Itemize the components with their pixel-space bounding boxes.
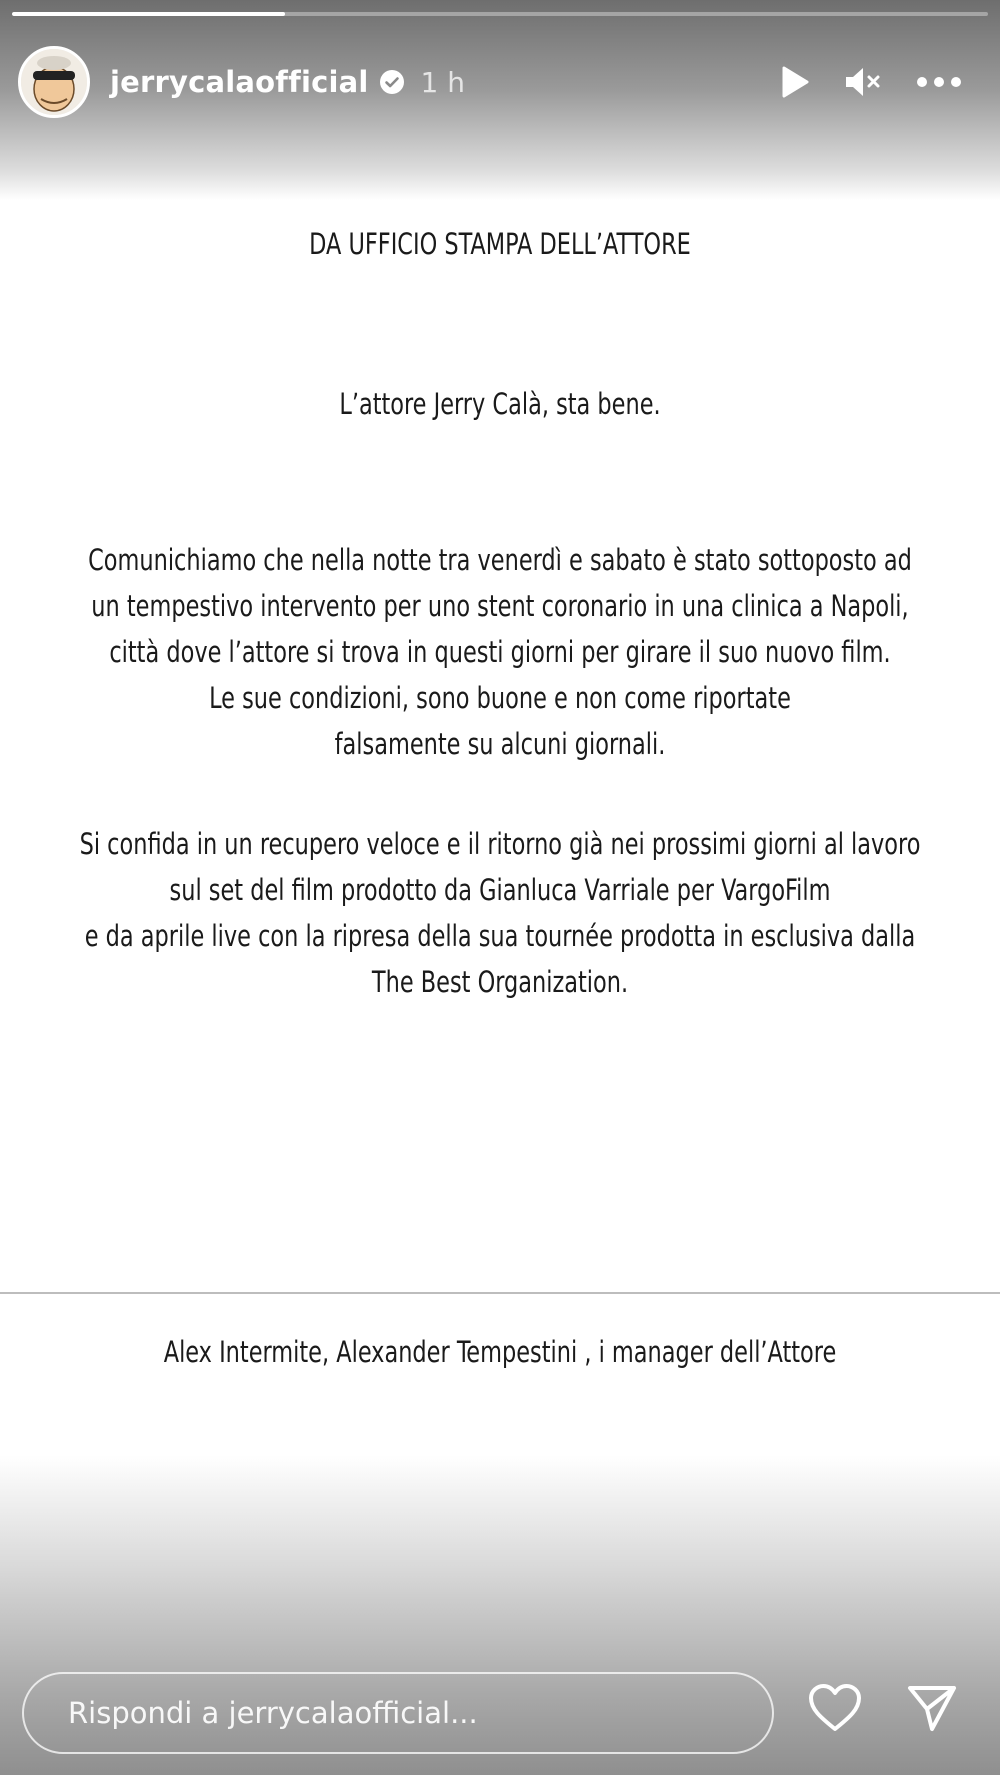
reply-input[interactable] — [22, 1672, 774, 1754]
more-options-icon[interactable] — [916, 76, 962, 88]
avatar-caricature-icon — [21, 49, 87, 115]
username[interactable]: jerrycalaofficial — [110, 65, 369, 99]
paragraph2-line: e da aprile live con la ripresa della sua tournée prodotta in esclusiva dalla — [84, 919, 916, 953]
send-icon[interactable] — [906, 1682, 958, 1734]
avatar[interactable] — [18, 46, 90, 118]
story-progress-fill — [12, 12, 285, 16]
press-heading: DA UFFICIO STAMPA DELL’ATTORE — [309, 227, 691, 261]
verified-badge-icon — [379, 69, 405, 95]
paragraph2-line: sul set del film prodotto da Gianluca Varriale per VargoFilm — [169, 873, 831, 907]
reply-placeholder: Rispondi a jerrycalaofficial... — [68, 1696, 478, 1730]
paragraph1-line: Comunichiamo che nella notte tra venerdì e sabato è stato sottoposto ad — [88, 543, 912, 577]
reply-actions — [808, 1682, 958, 1734]
play-icon[interactable] — [780, 65, 810, 99]
paragraph1-line: falsamente su alcuni giornali. — [334, 727, 666, 761]
paragraph1-line: Le sue condizioni, sono buone e non come riportate — [209, 681, 791, 715]
paragraph2-line: Si confida in un recupero veloce e il ritorno già nei prossimi giorni al lavoro — [79, 827, 921, 861]
content-divider — [0, 1292, 1000, 1294]
mute-icon[interactable] — [844, 65, 882, 99]
paragraph1-line: città dove l’attore si trova in questi giorni per girare il suo nuovo film. — [109, 635, 891, 669]
paragraph1-line: un tempestivo intervento per uno stent coronario in una clinica a Napoli, — [91, 589, 909, 623]
story-header — [18, 44, 982, 120]
intro-line: L’attore Jerry Calà, sta bene. — [339, 387, 661, 421]
story-progress-bar — [12, 12, 988, 16]
heart-icon[interactable] — [808, 1683, 862, 1733]
signature: Alex Intermite, Alexander Tempestini , i manager dell’Attore — [163, 1335, 837, 1369]
header-actions — [780, 65, 982, 99]
paragraph2-line: The Best Organization. — [371, 965, 629, 999]
post-time: 1 h — [420, 65, 465, 99]
